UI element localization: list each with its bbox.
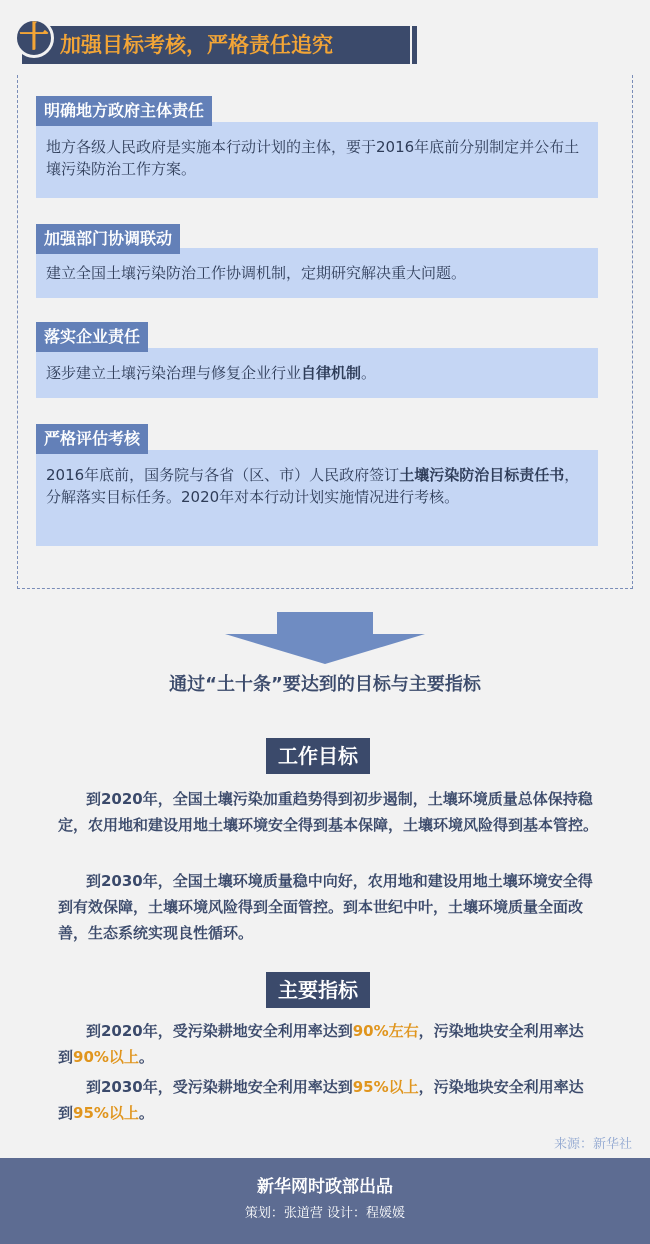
header-bar-end: [412, 26, 417, 64]
work-goal-paragraph-1: 到2020年，全国土壤污染加重趋势得到初步遏制，土壤环境质量总体保持稳定，农用地和建设用地土壤环境安全得到基本保障，土壤环境风险得到基本管控。: [58, 790, 599, 834]
source-note: 来源：新华社: [553, 1137, 632, 1152]
section-body-4: 2016年底前，国务院与各省（区、市）人民政府签订土壤污染防治目标责任书，分解落实目标任务。2020年对本行动计划实施情况进行考核。: [36, 450, 598, 546]
work-goal-label: 工作目标: [266, 738, 370, 774]
section-label-1: 明确地方政府主体责任: [36, 96, 212, 126]
indicator-label: 主要指标: [266, 972, 370, 1008]
footer-title: 新华网时政部出品: [257, 1177, 393, 1197]
indicator-2030: 到2030年，受污染耕地安全利用率达到95%以上，污染地块安全利用率达到95%以上。: [58, 1078, 584, 1122]
section-label-3: 落实企业责任: [36, 322, 148, 352]
indicator-2020: 到2020年，受污染耕地安全利用率达到90%左右，污染地块安全利用率达到90%以上。: [58, 1022, 584, 1066]
footer: [0, 1158, 650, 1244]
section-label-2: 加强部门协调联动: [36, 224, 180, 254]
page-title: 加强目标考核，严格责任追究: [60, 33, 333, 57]
work-goal-paragraph-2: 到2030年，全国土壤环境质量稳中向好，农用地和建设用地土壤环境安全得到有效保障，土壤环境风险得到全面管控。到本世纪中叶，土壤环境质量全面改善，生态系统实现良性循环。: [58, 872, 593, 942]
section-body-3: 逐步建立土壤污染治理与修复企业行业自律机制。: [36, 348, 598, 398]
plus-icon: 十: [14, 18, 54, 58]
section-label-4: 严格评估考核: [36, 424, 148, 454]
footer-credit: 策划：张道营 设计：程媛媛: [244, 1206, 406, 1221]
section-body-2: 建立全国土壤污染防治工作协调机制，定期研究解决重大问题。: [36, 248, 598, 298]
down-arrow-icon: [225, 612, 425, 664]
goals-heading: 通过“土十条”要达到的目标与主要指标: [169, 674, 481, 695]
section-body-1: 地方各级人民政府是实施本行动计划的主体，要于2016年底前分别制定并公布土壤污染防治工作方案。: [36, 122, 598, 198]
